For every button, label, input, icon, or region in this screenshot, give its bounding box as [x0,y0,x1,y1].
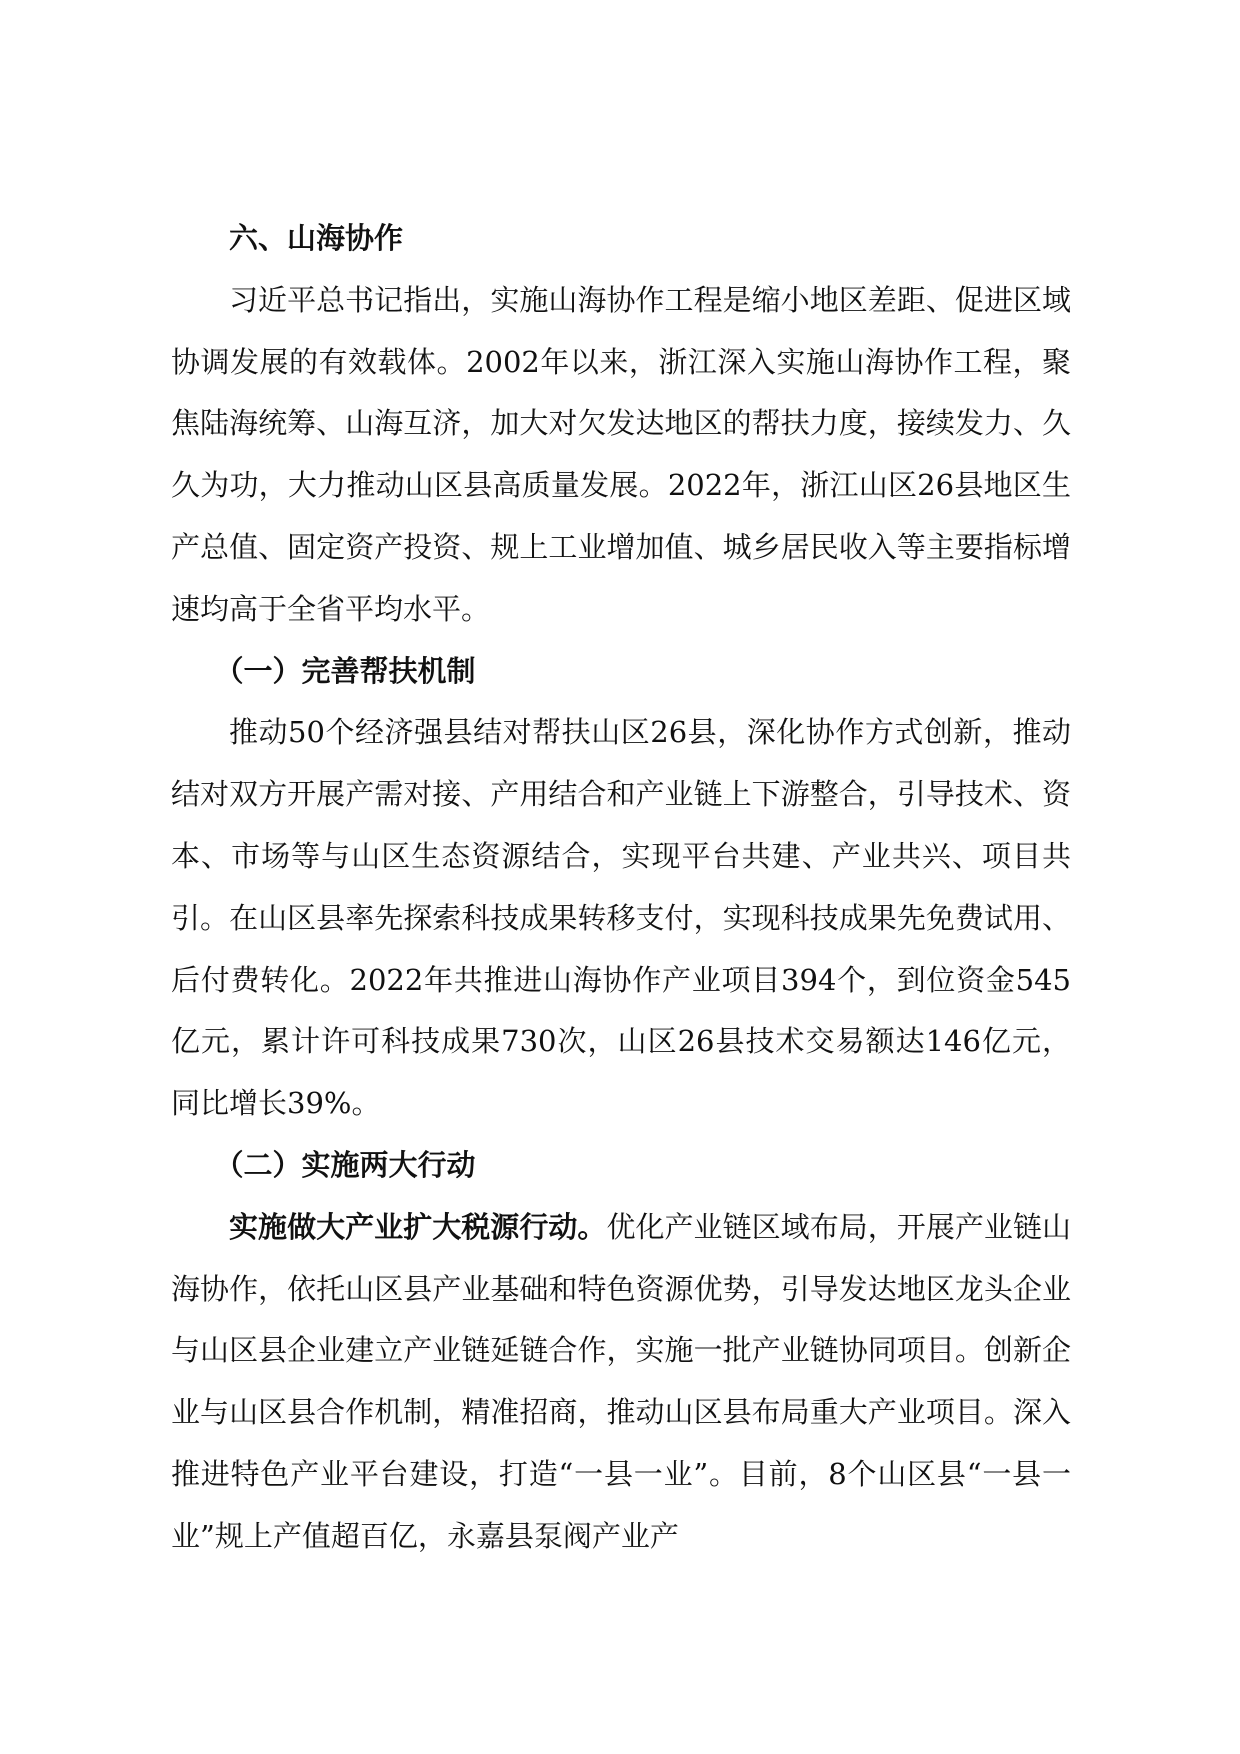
paragraph-actions-lead: 实施做大产业扩大税源行动。 [229,1209,607,1244]
paragraph-actions-body: 优化产业链区域布局，开展产业链山海协作，依托山区县产业基础和特色资源优势，引导发达地区龙头企业与山区县企业建立产业链延链合作，实施一批产业链协同项目。创新企业与山区县合作机制，精准招商，推动山区县布局重大产业项目。深入推进特色产业平台建设，打造“一县一业”。目前，8个山区县“一县一业”规上产值超百亿，永嘉县泵阀产业产 [171,1209,1071,1553]
paragraph-mechanism: 推动50个经济强县结对帮扶山区26县，深化协作方式创新，推动结对双方开展产需对接、产用结合和产业链上下游整合，引导技术、资本、市场等与山区生态资源结合，实现平台共建、产业共兴、项目共引。在山区县率先探索科技成果转移支付，实现科技成果先免费试用、后付费转化。2022年共推进山海协作产业项目394个，到位资金545亿元，累计许可科技成果730次，山区26县技术交易额达146亿元，同比增长39%。 [171,715,1071,1121]
subheading-mechanism: （一）完善帮扶机制 [214,653,476,688]
subheading-actions: （二）实施两大行动 [214,1147,476,1182]
paragraph-actions [171,1197,1071,1568]
document-body [171,208,1071,1568]
paragraph-intro: 习近平总书记指出，实施山海协作工程是缩小地区差距、促进区域协调发展的有效载体。2002年以来，浙江深入实施山海协作工程，聚焦陆海统筹、山海互济，加大对欠发达地区的帮扶力度，接续发力、久久为功，大力推动山区县高质量发展。2022年，浙江山区26县地区生产总值、固定资产投资、规上工业增加值、城乡居民收入等主要指标增速均高于全省平均水平。 [171,282,1071,626]
section-heading: 六、山海协作 [229,221,404,255]
